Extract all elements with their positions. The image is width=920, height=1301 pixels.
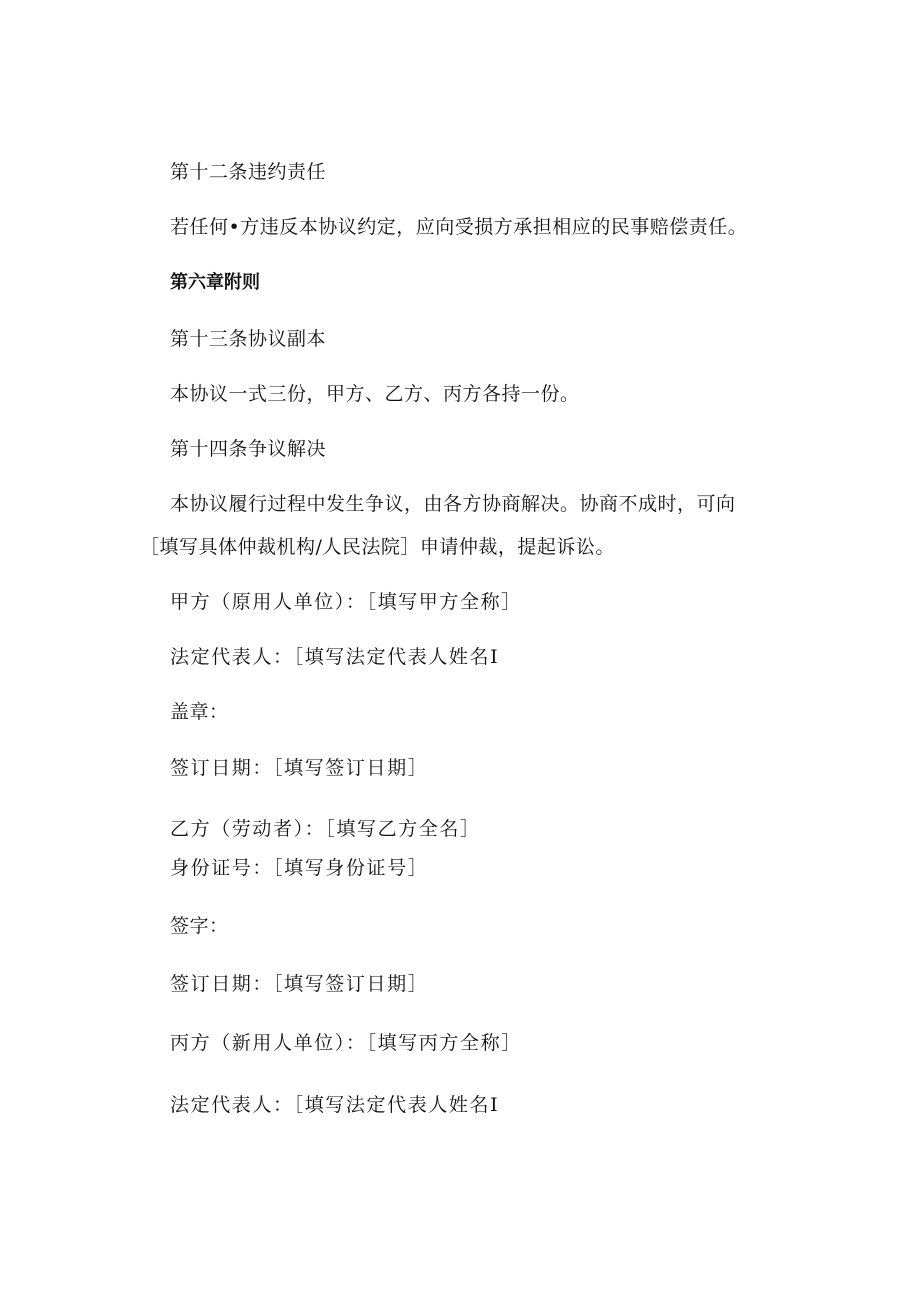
article-14-heading: 第十四条争议解决 <box>170 438 327 460</box>
article-12-heading: 第十二条违约责任 <box>170 161 327 183</box>
party-b-sign-line: 签字： <box>170 915 229 937</box>
party-c-name-line: 丙方（新用人单位）：［填写丙方全称］ <box>170 1032 522 1054</box>
party-b-id-line: 身份证号：［填写身份证号］ <box>170 857 429 879</box>
party-b-date-line: 签订日期：［填写签订日期］ <box>170 973 429 995</box>
party-a-seal-line: 盖章： <box>170 701 229 723</box>
article-13-body: 本协议一式三份，甲方、乙方、丙方各持一份。 <box>170 383 580 405</box>
party-a-date-line: 签订日期：［填写签订日期］ <box>170 757 429 779</box>
article-14-body-line-2: ［填写具体仲裁机构/人民法院］申请仲裁，提起诉讼。 <box>140 536 615 558</box>
party-a-representative-line: 法定代表人：［填写法定代表人姓名Ⅰ <box>170 646 500 668</box>
party-c-representative-line: 法定代表人：［填写法定代表人姓名Ⅰ <box>170 1094 500 1116</box>
party-b-name-line: 乙方（劳动者）：［填写乙方全名］ <box>170 818 481 840</box>
article-14-body-line-1: 本协议履行过程中发生争议，由各方协商解决。协商不成时，可向 <box>170 493 736 515</box>
party-a-name-line: 甲方（原用人单位）：［填写甲方全称］ <box>170 591 522 613</box>
chapter-6-heading: 第六章附则 <box>170 272 260 293</box>
article-12-body: 若任何•方违反本协议约定，应向受损方承担相应的民事赔偿责任。 <box>170 216 748 238</box>
article-13-heading: 第十三条协议副本 <box>170 328 327 350</box>
